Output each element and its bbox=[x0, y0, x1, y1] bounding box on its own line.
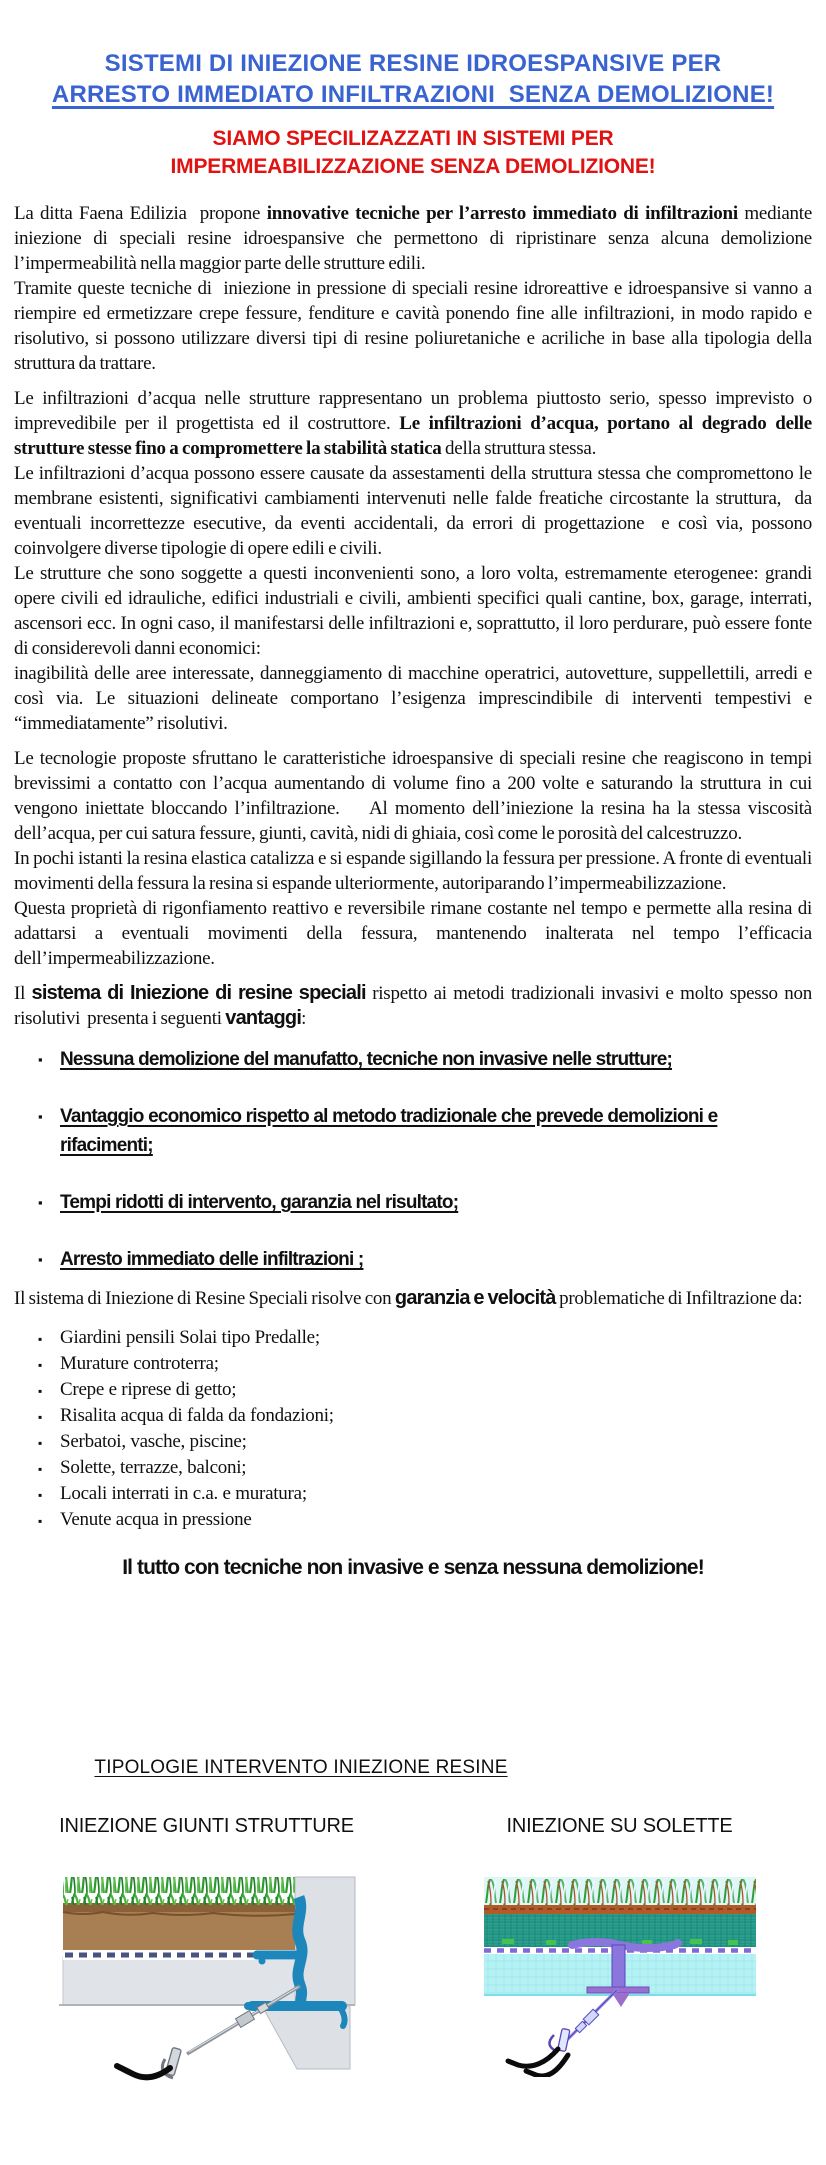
list-item: ▪ Nessuna demolizione del manufatto, tecniche non invasive nelle strutture; bbox=[38, 1045, 812, 1074]
list-item: ▪ Venute acqua in pressione bbox=[38, 1507, 812, 1533]
figures-row bbox=[0, 1865, 826, 2081]
figures-section bbox=[0, 1757, 826, 2081]
figure-slab-injection bbox=[413, 1865, 826, 2077]
slab-injection-diagram bbox=[484, 1877, 756, 2077]
main-title bbox=[14, 48, 812, 110]
main-title-line1: SISTEMI DI INIEZIONE RESINE IDROESPANSIVE PER bbox=[104, 50, 722, 77]
paragraph-technique: Tramite queste tecniche di iniezione in pressione di speciali resine idroreattive e idroespansive si vanno a riempire ed ermetizzare crepe fessure, fenditure e cavità ponendo fine alle infiltrazioni, in modo rapido e risolutivo, si possono utilizzare diversi tipi di resine poliuretaniche e acriliche in base alla tipologia della struttura da trattare. bbox=[14, 278, 812, 374]
list-item: ▪ Risalita acqua di falda da fondazioni; bbox=[38, 1403, 812, 1429]
subtitle-line2: IMPERMEABILIZZAZIONE SENZA DEMOLIZIONE! bbox=[170, 155, 656, 178]
joint-injection-diagram bbox=[57, 1865, 357, 2081]
list-item: ▪ Locali interrati in c.a. e muratura; bbox=[38, 1481, 812, 1507]
bold-condensed-phrase: garanzia e velocità bbox=[394, 1287, 556, 1309]
bold-condensed-phrase: vantaggi bbox=[225, 1007, 302, 1029]
list-item: ▪ Arresto immediato delle infiltrazioni ; bbox=[38, 1245, 812, 1274]
injection-hose bbox=[508, 2049, 558, 2066]
section-heading: TIPOLOGIE INTERVENTO INIEZIONE RESINE bbox=[94, 1757, 508, 1778]
list-item: ▪ Crepe e riprese di getto; bbox=[38, 1377, 812, 1403]
paragraph-system-advantages: Il sistema di Iniezione di resine speciali rispetto ai metodi tradizionali invasivi e molto spesso non risolutivi presenta i seguenti vantaggi: bbox=[14, 982, 812, 1029]
figure-caption-right: INIEZIONE SU SOLETTE bbox=[506, 1815, 733, 1837]
list-item: ▪ Murature controterra; bbox=[38, 1351, 812, 1377]
list-item: ▪ Giardini pensili Solai tipo Predalle; bbox=[38, 1325, 812, 1351]
paragraph-catalysis: In pochi istanti la resina elastica catalizza e si espande sigillando la fessura per pressione. A fronte di eventuali movimenti della fessura la resina si espande ulteriormente, autoriparando l’impermeabilizzazione. bbox=[14, 848, 812, 894]
list-item: ▪ Solette, terrazze, balconi; bbox=[38, 1455, 812, 1481]
foundation-block bbox=[262, 2006, 350, 2069]
bold-condensed-phrase: sistema di Iniezione di resine speciali bbox=[31, 982, 366, 1004]
paragraph-problem: Le infiltrazioni d’acqua nelle strutture rappresentano un problema piuttosto serio, spesso imprevisto o imprevedibile per il progettista ed il costruttore. Le infiltrazioni d’acqua, portano al degrado delle strutture stesse fino a compromettere la stabilità statica della struttura stessa. bbox=[14, 388, 812, 459]
main-title-line2: ARRESTO IMMEDIATO INFILTRAZIONI SENZA DEMOLIZIONE! bbox=[51, 81, 775, 108]
advantages-list bbox=[14, 1045, 812, 1274]
paragraph-system-solves: Il sistema di Iniezione di Resine Speciali risolve con garanzia e velocità problematiche di Infiltrazione da: bbox=[14, 1287, 803, 1309]
figure-caption-left: INIEZIONE GIUNTI STRUTTURE bbox=[59, 1815, 354, 1837]
paragraph-structures: Le strutture che sono soggette a questi inconvenienti sono, a loro volta, estremamente eterogenee: grandi opere civili ed idrauliche, edifici industriali e civili, ambienti specifici quali cantine, box, garage, interrati, ascensori ecc. In ogni caso, il manifestarsi delle infiltrazioni e, soprattutto, il loro perdurare, può essere fonte di considerevoli danni economici: bbox=[14, 563, 812, 659]
blank-line bbox=[14, 376, 812, 386]
list-item: ▪ Vantaggio economico rispetto al metodo tradizionale che prevede demolizioni e rifacimenti; bbox=[38, 1102, 812, 1160]
paragraph-damages: inagibilità delle aree interessate, danneggiamento di macchine operatrici, autovetture, suppellettili, arredi e così via. Le situazioni delineate comportano l’esigenza imprescindibile di interventi tempestivi e “immediatamente” risolutivi. bbox=[14, 663, 812, 734]
paragraph-technology: Le tecnologie proposte sfruttano le caratteristiche idroespansive di speciali resine che reagiscono in tempi brevissimi a contatto con l’acqua aumentando di volume fino a 200 volte e saturando la struttura in cui vengono iniettate bloccando l’infiltrazione. Al momento dell’iniezione la resina ha la stessa viscosità dell’acqua, per cui satura fessure, giunti, cavità, nidi di ghiaia, così come le porosità del calcestruzzo. bbox=[14, 748, 812, 844]
bold-phrase: innovative tecniche per l’arresto immediato di infiltrazioni bbox=[266, 203, 738, 224]
figure-captions bbox=[0, 1815, 826, 1838]
subtitle-line1: SIAMO SPECILIZAZZATI IN SISTEMI PER bbox=[212, 127, 614, 150]
grass-layer bbox=[484, 1879, 756, 1907]
figure-joint-injection bbox=[0, 1865, 413, 2081]
bold-phrase: Le infiltrazioni d’acqua, portano al degrado delle strutture stesse fino a compromettere la stabilità statica bbox=[14, 413, 812, 459]
paragraph-property: Questa proprietà di rigonfiamento reattivo e reversibile rimane costante nel tempo e permette alla resina di adattarsi a eventuali movimenti della fessura, mantenendo inalterata nel tempo l’efficacia dell’impermeabilizzazione. bbox=[14, 898, 812, 969]
concrete-slab bbox=[63, 1957, 295, 2005]
list-item: ▪ Tempi ridotti di intervento, garanzia nel risultato; bbox=[38, 1188, 812, 1217]
blank-line bbox=[14, 736, 812, 746]
document-body bbox=[14, 201, 812, 1582]
injection-lance bbox=[508, 1989, 618, 2076]
blank-line bbox=[14, 971, 812, 981]
list-item: ▪ Serbatoi, vasche, piscine; bbox=[38, 1429, 812, 1455]
grass-layer bbox=[63, 1877, 295, 1905]
paragraph-causes: Le infiltrazioni d’acqua possono essere causate da assestamenti della struttura stessa che compromettono le membrane esistenti, significativi cambiamenti intervenuti nelle falde freatiche circostante la struttura, da eventuali incorrettezze esecutive, da eventi accidentali, da errori di progettazione e così via, possono coinvolgere diverse tipologie di opere edili e civili. bbox=[14, 463, 812, 559]
applications-list bbox=[14, 1325, 812, 1533]
paragraph-intro: La ditta Faena Edilizia propone innovative tecniche per l’arresto immediato di infiltrazioni mediante iniezione di speciali resine idroespansive che permettono di ripristinare senza alcuna demolizione l’impermeabilità nella maggior parte delle strutture edili. bbox=[14, 203, 812, 274]
subtitle bbox=[14, 125, 812, 181]
closing-statement: Il tutto con tecniche non invasive e senza nessuna demolizione! bbox=[122, 1556, 704, 1579]
